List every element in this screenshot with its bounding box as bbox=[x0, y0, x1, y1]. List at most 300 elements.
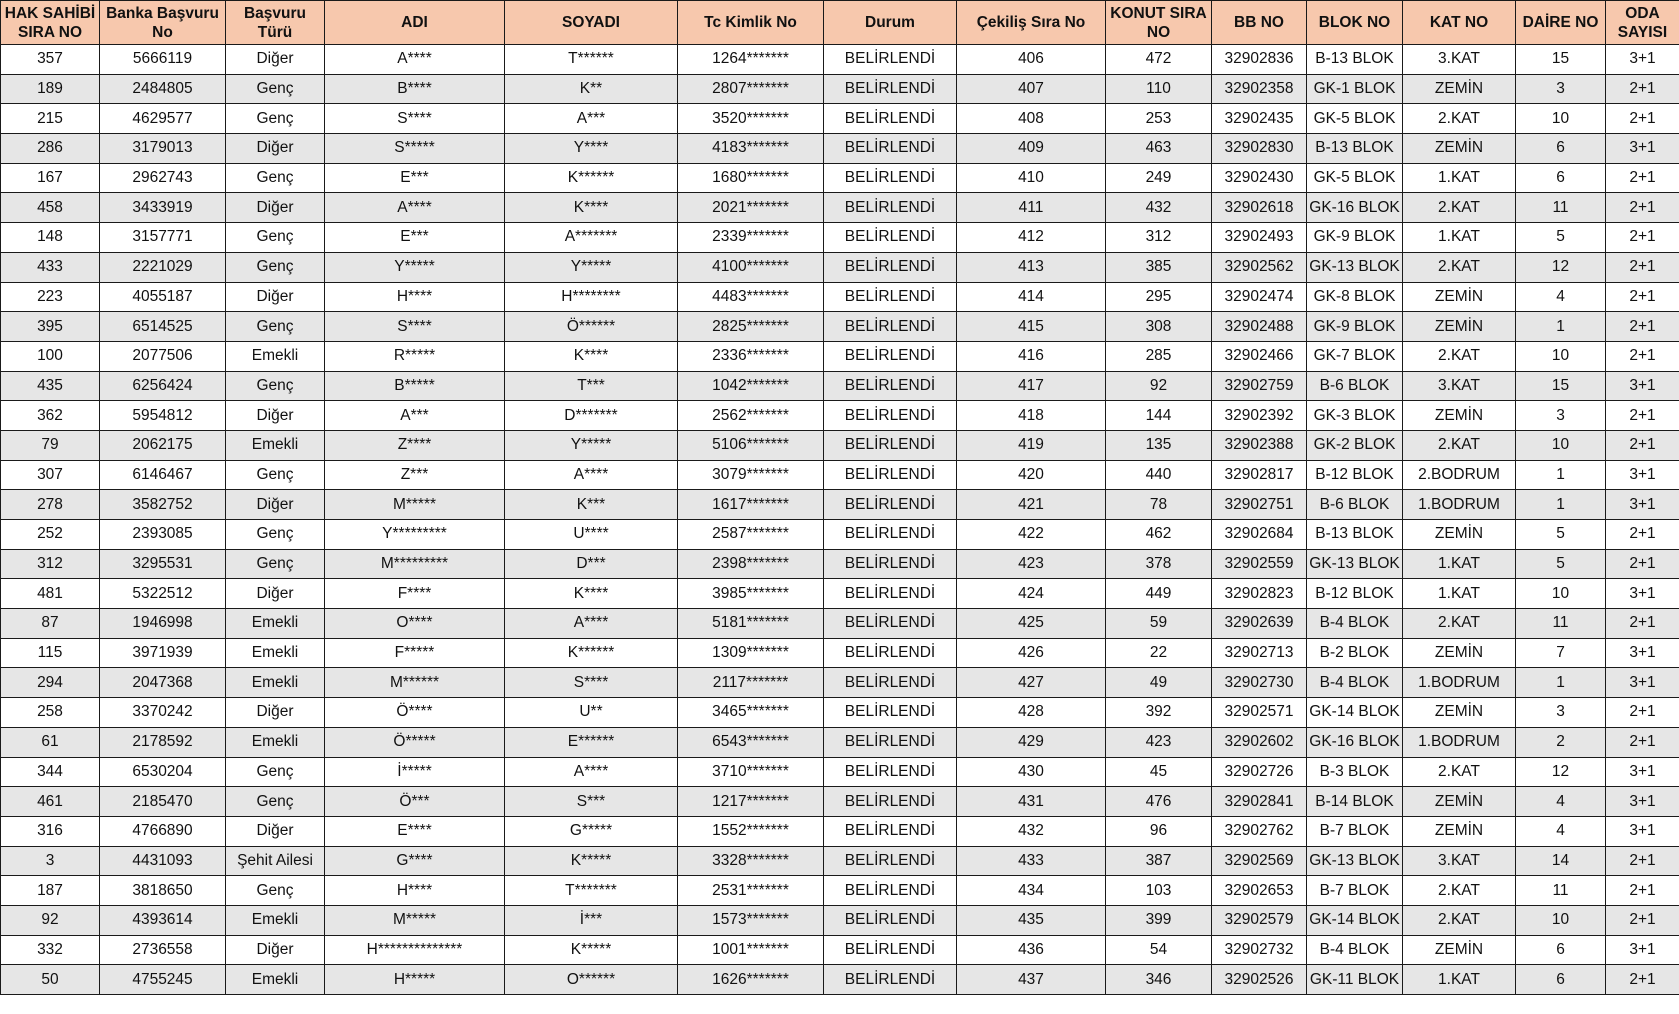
cell-banka-basvuru-no: 2393085 bbox=[100, 520, 226, 550]
cell-soyadi: A******* bbox=[505, 223, 678, 253]
cell-tc-kimlik-no: 2336******* bbox=[678, 341, 824, 371]
cell-adi: A**** bbox=[325, 45, 505, 75]
cell-durum: BELİRLENDİ bbox=[824, 579, 957, 609]
cell-konut-sira-no: 110 bbox=[1106, 74, 1212, 104]
cell-hak-sahibi-sira-no: 79 bbox=[1, 430, 100, 460]
column-header-oda-sayisi: ODA SAYISI bbox=[1606, 1, 1679, 45]
cell-blok-no: GK-13 BLOK bbox=[1307, 846, 1403, 876]
cell-oda-sayisi: 2+1 bbox=[1606, 312, 1679, 342]
cell-basvuru-turu: Genç bbox=[226, 876, 325, 906]
table-row bbox=[1, 668, 1679, 698]
cell-durum: BELİRLENDİ bbox=[824, 757, 957, 787]
cell-hak-sahibi-sira-no: 307 bbox=[1, 460, 100, 490]
cell-cekilis-sira-no: 416 bbox=[957, 341, 1106, 371]
cell-blok-no: B-13 BLOK bbox=[1307, 520, 1403, 550]
cell-adi: Z*** bbox=[325, 460, 505, 490]
table-row bbox=[1, 134, 1679, 164]
cell-banka-basvuru-no: 2077506 bbox=[100, 341, 226, 371]
column-header-blok-no: BLOK NO bbox=[1307, 1, 1403, 45]
cell-durum: BELİRLENDİ bbox=[824, 787, 957, 817]
cell-blok-no: B-6 BLOK bbox=[1307, 490, 1403, 520]
cell-durum: BELİRLENDİ bbox=[824, 460, 957, 490]
cell-daire-no: 4 bbox=[1516, 816, 1606, 846]
cell-kat-no: 3.KAT bbox=[1403, 846, 1516, 876]
cell-basvuru-turu: Diğer bbox=[226, 45, 325, 75]
table-row bbox=[1, 698, 1679, 728]
cell-soyadi: T****** bbox=[505, 45, 678, 75]
cell-bb-no: 32902388 bbox=[1212, 430, 1307, 460]
cell-bb-no: 32902618 bbox=[1212, 193, 1307, 223]
cell-blok-no: GK-2 BLOK bbox=[1307, 430, 1403, 460]
table-row bbox=[1, 816, 1679, 846]
cell-banka-basvuru-no: 4766890 bbox=[100, 816, 226, 846]
cell-cekilis-sira-no: 408 bbox=[957, 104, 1106, 134]
cell-konut-sira-no: 392 bbox=[1106, 698, 1212, 728]
table-row bbox=[1, 549, 1679, 579]
cell-tc-kimlik-no: 1617******* bbox=[678, 490, 824, 520]
cell-cekilis-sira-no: 420 bbox=[957, 460, 1106, 490]
cell-bb-no: 32902466 bbox=[1212, 341, 1307, 371]
cell-daire-no: 10 bbox=[1516, 104, 1606, 134]
cell-banka-basvuru-no: 3370242 bbox=[100, 698, 226, 728]
cell-daire-no: 3 bbox=[1516, 698, 1606, 728]
cell-hak-sahibi-sira-no: 252 bbox=[1, 520, 100, 550]
cell-hak-sahibi-sira-no: 357 bbox=[1, 45, 100, 75]
cell-daire-no: 6 bbox=[1516, 935, 1606, 965]
cell-hak-sahibi-sira-no: 115 bbox=[1, 638, 100, 668]
cell-cekilis-sira-no: 413 bbox=[957, 252, 1106, 282]
cell-cekilis-sira-no: 429 bbox=[957, 727, 1106, 757]
cell-durum: BELİRLENDİ bbox=[824, 74, 957, 104]
cell-daire-no: 5 bbox=[1516, 520, 1606, 550]
cell-hak-sahibi-sira-no: 189 bbox=[1, 74, 100, 104]
cell-adi: İ***** bbox=[325, 757, 505, 787]
cell-blok-no: B-4 BLOK bbox=[1307, 668, 1403, 698]
cell-soyadi: K**** bbox=[505, 193, 678, 223]
cell-adi: Ö*** bbox=[325, 787, 505, 817]
cell-oda-sayisi: 2+1 bbox=[1606, 846, 1679, 876]
cell-banka-basvuru-no: 4393614 bbox=[100, 905, 226, 935]
cell-cekilis-sira-no: 422 bbox=[957, 520, 1106, 550]
cell-konut-sira-no: 423 bbox=[1106, 727, 1212, 757]
cell-tc-kimlik-no: 3985******* bbox=[678, 579, 824, 609]
cell-bb-no: 32902493 bbox=[1212, 223, 1307, 253]
cell-hak-sahibi-sira-no: 294 bbox=[1, 668, 100, 698]
cell-konut-sira-no: 312 bbox=[1106, 223, 1212, 253]
cell-durum: BELİRLENDİ bbox=[824, 905, 957, 935]
cell-durum: BELİRLENDİ bbox=[824, 45, 957, 75]
cell-bb-no: 32902653 bbox=[1212, 876, 1307, 906]
cell-kat-no: 2.KAT bbox=[1403, 104, 1516, 134]
column-header-konut-sira-no: KONUT SIRA NO bbox=[1106, 1, 1212, 45]
cell-tc-kimlik-no: 2339******* bbox=[678, 223, 824, 253]
cell-konut-sira-no: 399 bbox=[1106, 905, 1212, 935]
cell-basvuru-turu: Genç bbox=[226, 252, 325, 282]
cell-daire-no: 3 bbox=[1516, 401, 1606, 431]
table-row bbox=[1, 193, 1679, 223]
cell-cekilis-sira-no: 417 bbox=[957, 371, 1106, 401]
cell-hak-sahibi-sira-no: 286 bbox=[1, 134, 100, 164]
column-header-soyadi: SOYADI bbox=[505, 1, 678, 45]
cell-tc-kimlik-no: 4483******* bbox=[678, 282, 824, 312]
cell-bb-no: 32902639 bbox=[1212, 609, 1307, 639]
cell-blok-no: GK-16 BLOK bbox=[1307, 193, 1403, 223]
cell-durum: BELİRLENDİ bbox=[824, 668, 957, 698]
cell-tc-kimlik-no: 1573******* bbox=[678, 905, 824, 935]
cell-oda-sayisi: 3+1 bbox=[1606, 460, 1679, 490]
cell-konut-sira-no: 387 bbox=[1106, 846, 1212, 876]
table-row bbox=[1, 252, 1679, 282]
cell-bb-no: 32902430 bbox=[1212, 163, 1307, 193]
cell-hak-sahibi-sira-no: 3 bbox=[1, 846, 100, 876]
cell-oda-sayisi: 2+1 bbox=[1606, 104, 1679, 134]
cell-durum: BELİRLENDİ bbox=[824, 134, 957, 164]
table-row bbox=[1, 935, 1679, 965]
cell-kat-no: 2.KAT bbox=[1403, 876, 1516, 906]
cell-banka-basvuru-no: 5322512 bbox=[100, 579, 226, 609]
cell-oda-sayisi: 3+1 bbox=[1606, 45, 1679, 75]
cell-blok-no: B-7 BLOK bbox=[1307, 816, 1403, 846]
cell-kat-no: 1.BODRUM bbox=[1403, 727, 1516, 757]
cell-cekilis-sira-no: 433 bbox=[957, 846, 1106, 876]
cell-basvuru-turu: Diğer bbox=[226, 401, 325, 431]
cell-blok-no: GK-5 BLOK bbox=[1307, 104, 1403, 134]
cell-blok-no: GK-13 BLOK bbox=[1307, 252, 1403, 282]
cell-durum: BELİRLENDİ bbox=[824, 371, 957, 401]
cell-tc-kimlik-no: 1552******* bbox=[678, 816, 824, 846]
cell-bb-no: 32902559 bbox=[1212, 549, 1307, 579]
cell-basvuru-turu: Emekli bbox=[226, 430, 325, 460]
cell-oda-sayisi: 2+1 bbox=[1606, 520, 1679, 550]
cell-daire-no: 6 bbox=[1516, 134, 1606, 164]
cell-adi: E*** bbox=[325, 163, 505, 193]
cell-daire-no: 10 bbox=[1516, 341, 1606, 371]
cell-durum: BELİRLENDİ bbox=[824, 223, 957, 253]
cell-banka-basvuru-no: 6256424 bbox=[100, 371, 226, 401]
cell-daire-no: 6 bbox=[1516, 965, 1606, 995]
cell-kat-no: 2.KAT bbox=[1403, 757, 1516, 787]
cell-banka-basvuru-no: 3433919 bbox=[100, 193, 226, 223]
column-header-basvuru-turu: Başvuru Türü bbox=[226, 1, 325, 45]
cell-daire-no: 4 bbox=[1516, 282, 1606, 312]
column-header-daire-no: DAİRE NO bbox=[1516, 1, 1606, 45]
cell-adi: M****** bbox=[325, 668, 505, 698]
cell-bb-no: 32902569 bbox=[1212, 846, 1307, 876]
cell-basvuru-turu: Genç bbox=[226, 460, 325, 490]
cell-banka-basvuru-no: 5666119 bbox=[100, 45, 226, 75]
cell-bb-no: 32902526 bbox=[1212, 965, 1307, 995]
table-row bbox=[1, 401, 1679, 431]
cell-soyadi: U**** bbox=[505, 520, 678, 550]
table-header bbox=[1, 1, 1679, 45]
cell-banka-basvuru-no: 3971939 bbox=[100, 638, 226, 668]
cell-tc-kimlik-no: 1309******* bbox=[678, 638, 824, 668]
cell-adi: A**** bbox=[325, 193, 505, 223]
cell-daire-no: 5 bbox=[1516, 549, 1606, 579]
cell-konut-sira-no: 463 bbox=[1106, 134, 1212, 164]
cell-hak-sahibi-sira-no: 61 bbox=[1, 727, 100, 757]
table-row bbox=[1, 965, 1679, 995]
cell-bb-no: 32902602 bbox=[1212, 727, 1307, 757]
column-header-adi: ADI bbox=[325, 1, 505, 45]
cell-kat-no: 2.KAT bbox=[1403, 341, 1516, 371]
cell-adi: H**** bbox=[325, 282, 505, 312]
cell-bb-no: 32902684 bbox=[1212, 520, 1307, 550]
cell-soyadi: K***** bbox=[505, 935, 678, 965]
cell-adi: R***** bbox=[325, 341, 505, 371]
cell-blok-no: B-13 BLOK bbox=[1307, 134, 1403, 164]
cell-basvuru-turu: Emekli bbox=[226, 905, 325, 935]
cell-tc-kimlik-no: 3328******* bbox=[678, 846, 824, 876]
table-row bbox=[1, 104, 1679, 134]
cell-oda-sayisi: 2+1 bbox=[1606, 223, 1679, 253]
cell-tc-kimlik-no: 1626******* bbox=[678, 965, 824, 995]
cell-cekilis-sira-no: 437 bbox=[957, 965, 1106, 995]
cell-hak-sahibi-sira-no: 50 bbox=[1, 965, 100, 995]
cell-kat-no: ZEMİN bbox=[1403, 401, 1516, 431]
cell-konut-sira-no: 45 bbox=[1106, 757, 1212, 787]
cell-kat-no: 1.KAT bbox=[1403, 223, 1516, 253]
table-row bbox=[1, 490, 1679, 520]
cell-blok-no: B-13 BLOK bbox=[1307, 45, 1403, 75]
cell-basvuru-turu: Diğer bbox=[226, 579, 325, 609]
table-row bbox=[1, 757, 1679, 787]
cell-soyadi: A**** bbox=[505, 460, 678, 490]
cell-konut-sira-no: 472 bbox=[1106, 45, 1212, 75]
cell-cekilis-sira-no: 415 bbox=[957, 312, 1106, 342]
cell-adi: Z**** bbox=[325, 430, 505, 460]
cell-blok-no: B-2 BLOK bbox=[1307, 638, 1403, 668]
cell-banka-basvuru-no: 3295531 bbox=[100, 549, 226, 579]
cell-soyadi: Y**** bbox=[505, 134, 678, 164]
cell-soyadi: E****** bbox=[505, 727, 678, 757]
cell-cekilis-sira-no: 431 bbox=[957, 787, 1106, 817]
cell-kat-no: ZEMİN bbox=[1403, 520, 1516, 550]
cell-daire-no: 5 bbox=[1516, 223, 1606, 253]
cell-hak-sahibi-sira-no: 258 bbox=[1, 698, 100, 728]
cell-cekilis-sira-no: 430 bbox=[957, 757, 1106, 787]
cell-tc-kimlik-no: 4100******* bbox=[678, 252, 824, 282]
cell-oda-sayisi: 3+1 bbox=[1606, 816, 1679, 846]
cell-blok-no: GK-8 BLOK bbox=[1307, 282, 1403, 312]
cell-blok-no: GK-3 BLOK bbox=[1307, 401, 1403, 431]
cell-cekilis-sira-no: 410 bbox=[957, 163, 1106, 193]
cell-basvuru-turu: Emekli bbox=[226, 965, 325, 995]
cell-oda-sayisi: 3+1 bbox=[1606, 787, 1679, 817]
cell-adi: E*** bbox=[325, 223, 505, 253]
cell-oda-sayisi: 2+1 bbox=[1606, 401, 1679, 431]
cell-kat-no: ZEMİN bbox=[1403, 134, 1516, 164]
cell-kat-no: 1.BODRUM bbox=[1403, 490, 1516, 520]
cell-hak-sahibi-sira-no: 316 bbox=[1, 816, 100, 846]
cell-banka-basvuru-no: 4629577 bbox=[100, 104, 226, 134]
cell-kat-no: 2.KAT bbox=[1403, 905, 1516, 935]
cell-oda-sayisi: 2+1 bbox=[1606, 193, 1679, 223]
cell-daire-no: 11 bbox=[1516, 609, 1606, 639]
cell-adi: A*** bbox=[325, 401, 505, 431]
cell-basvuru-turu: Şehit Ailesi bbox=[226, 846, 325, 876]
cell-basvuru-turu: Genç bbox=[226, 371, 325, 401]
cell-durum: BELİRLENDİ bbox=[824, 727, 957, 757]
cell-konut-sira-no: 144 bbox=[1106, 401, 1212, 431]
cell-oda-sayisi: 2+1 bbox=[1606, 965, 1679, 995]
cell-soyadi: T*** bbox=[505, 371, 678, 401]
cell-adi: G**** bbox=[325, 846, 505, 876]
cell-konut-sira-no: 476 bbox=[1106, 787, 1212, 817]
cell-bb-no: 32902732 bbox=[1212, 935, 1307, 965]
table-row bbox=[1, 846, 1679, 876]
cell-hak-sahibi-sira-no: 100 bbox=[1, 341, 100, 371]
cell-bb-no: 32902726 bbox=[1212, 757, 1307, 787]
cell-banka-basvuru-no: 3818650 bbox=[100, 876, 226, 906]
cell-blok-no: GK-13 BLOK bbox=[1307, 549, 1403, 579]
cell-hak-sahibi-sira-no: 167 bbox=[1, 163, 100, 193]
cell-basvuru-turu: Genç bbox=[226, 312, 325, 342]
cell-soyadi: A**** bbox=[505, 609, 678, 639]
cell-adi: E**** bbox=[325, 816, 505, 846]
cell-soyadi: D*** bbox=[505, 549, 678, 579]
cell-banka-basvuru-no: 6146467 bbox=[100, 460, 226, 490]
column-header-durum: Durum bbox=[824, 1, 957, 45]
cell-blok-no: GK-9 BLOK bbox=[1307, 223, 1403, 253]
cell-tc-kimlik-no: 1264******* bbox=[678, 45, 824, 75]
cell-banka-basvuru-no: 4755245 bbox=[100, 965, 226, 995]
cell-hak-sahibi-sira-no: 395 bbox=[1, 312, 100, 342]
cell-hak-sahibi-sira-no: 312 bbox=[1, 549, 100, 579]
cell-durum: BELİRLENDİ bbox=[824, 252, 957, 282]
cell-konut-sira-no: 54 bbox=[1106, 935, 1212, 965]
table-row bbox=[1, 520, 1679, 550]
cell-daire-no: 2 bbox=[1516, 727, 1606, 757]
cell-banka-basvuru-no: 4055187 bbox=[100, 282, 226, 312]
cell-durum: BELİRLENDİ bbox=[824, 341, 957, 371]
cell-oda-sayisi: 3+1 bbox=[1606, 371, 1679, 401]
cell-tc-kimlik-no: 2825******* bbox=[678, 312, 824, 342]
cell-blok-no: B-3 BLOK bbox=[1307, 757, 1403, 787]
cell-adi: H************** bbox=[325, 935, 505, 965]
cell-soyadi: S*** bbox=[505, 787, 678, 817]
cell-cekilis-sira-no: 432 bbox=[957, 816, 1106, 846]
cell-banka-basvuru-no: 6514525 bbox=[100, 312, 226, 342]
cell-basvuru-turu: Genç bbox=[226, 74, 325, 104]
cell-durum: BELİRLENDİ bbox=[824, 638, 957, 668]
cell-blok-no: B-12 BLOK bbox=[1307, 460, 1403, 490]
cell-adi: M***** bbox=[325, 905, 505, 935]
column-header-tc-kimlik-no: Tc Kimlik No bbox=[678, 1, 824, 45]
cell-cekilis-sira-no: 426 bbox=[957, 638, 1106, 668]
cell-soyadi: K**** bbox=[505, 341, 678, 371]
cell-soyadi: A**** bbox=[505, 757, 678, 787]
cell-kat-no: 2.KAT bbox=[1403, 252, 1516, 282]
cell-durum: BELİRLENDİ bbox=[824, 816, 957, 846]
cell-banka-basvuru-no: 2962743 bbox=[100, 163, 226, 193]
cell-daire-no: 1 bbox=[1516, 312, 1606, 342]
column-header-banka-basvuru-no: Banka Başvuru No bbox=[100, 1, 226, 45]
cell-daire-no: 1 bbox=[1516, 490, 1606, 520]
table-row bbox=[1, 787, 1679, 817]
cell-basvuru-turu: Diğer bbox=[226, 134, 325, 164]
cell-adi: Ö***** bbox=[325, 727, 505, 757]
cell-tc-kimlik-no: 1217******* bbox=[678, 787, 824, 817]
cell-oda-sayisi: 3+1 bbox=[1606, 579, 1679, 609]
cell-oda-sayisi: 2+1 bbox=[1606, 252, 1679, 282]
cell-hak-sahibi-sira-no: 481 bbox=[1, 579, 100, 609]
cell-soyadi: K****** bbox=[505, 163, 678, 193]
cell-banka-basvuru-no: 2047368 bbox=[100, 668, 226, 698]
cell-kat-no: 2.KAT bbox=[1403, 193, 1516, 223]
cell-hak-sahibi-sira-no: 362 bbox=[1, 401, 100, 431]
cell-konut-sira-no: 462 bbox=[1106, 520, 1212, 550]
cell-durum: BELİRLENDİ bbox=[824, 549, 957, 579]
cell-adi: M********* bbox=[325, 549, 505, 579]
cell-soyadi: O****** bbox=[505, 965, 678, 995]
cell-soyadi: G***** bbox=[505, 816, 678, 846]
cell-bb-no: 32902841 bbox=[1212, 787, 1307, 817]
cell-bb-no: 32902759 bbox=[1212, 371, 1307, 401]
cell-basvuru-turu: Genç bbox=[226, 104, 325, 134]
table-row bbox=[1, 579, 1679, 609]
cell-basvuru-turu: Diğer bbox=[226, 816, 325, 846]
cell-tc-kimlik-no: 2807******* bbox=[678, 74, 824, 104]
cell-adi: Y***** bbox=[325, 252, 505, 282]
cell-soyadi: K**** bbox=[505, 579, 678, 609]
cell-adi: S**** bbox=[325, 104, 505, 134]
cell-bb-no: 32902358 bbox=[1212, 74, 1307, 104]
cell-soyadi: A*** bbox=[505, 104, 678, 134]
cell-adi: F**** bbox=[325, 579, 505, 609]
cell-cekilis-sira-no: 421 bbox=[957, 490, 1106, 520]
cell-tc-kimlik-no: 2117******* bbox=[678, 668, 824, 698]
cell-kat-no: ZEMİN bbox=[1403, 74, 1516, 104]
cell-blok-no: GK-14 BLOK bbox=[1307, 698, 1403, 728]
cell-cekilis-sira-no: 435 bbox=[957, 905, 1106, 935]
cell-konut-sira-no: 78 bbox=[1106, 490, 1212, 520]
cell-konut-sira-no: 249 bbox=[1106, 163, 1212, 193]
cell-tc-kimlik-no: 2587******* bbox=[678, 520, 824, 550]
cell-kat-no: ZEMİN bbox=[1403, 787, 1516, 817]
cell-konut-sira-no: 96 bbox=[1106, 816, 1212, 846]
cell-cekilis-sira-no: 424 bbox=[957, 579, 1106, 609]
cell-hak-sahibi-sira-no: 187 bbox=[1, 876, 100, 906]
cell-hak-sahibi-sira-no: 223 bbox=[1, 282, 100, 312]
cell-basvuru-turu: Diğer bbox=[226, 698, 325, 728]
cell-oda-sayisi: 2+1 bbox=[1606, 163, 1679, 193]
cell-banka-basvuru-no: 2185470 bbox=[100, 787, 226, 817]
table-row bbox=[1, 460, 1679, 490]
cell-bb-no: 32902762 bbox=[1212, 816, 1307, 846]
cell-hak-sahibi-sira-no: 87 bbox=[1, 609, 100, 639]
cell-hak-sahibi-sira-no: 344 bbox=[1, 757, 100, 787]
cell-daire-no: 12 bbox=[1516, 252, 1606, 282]
cell-cekilis-sira-no: 427 bbox=[957, 668, 1106, 698]
cell-basvuru-turu: Diğer bbox=[226, 490, 325, 520]
cell-kat-no: ZEMİN bbox=[1403, 816, 1516, 846]
cell-cekilis-sira-no: 414 bbox=[957, 282, 1106, 312]
cell-daire-no: 1 bbox=[1516, 460, 1606, 490]
cell-durum: BELİRLENDİ bbox=[824, 193, 957, 223]
cell-cekilis-sira-no: 423 bbox=[957, 549, 1106, 579]
table-row bbox=[1, 341, 1679, 371]
cell-blok-no: B-4 BLOK bbox=[1307, 609, 1403, 639]
cell-kat-no: 3.KAT bbox=[1403, 45, 1516, 75]
cell-bb-no: 32902713 bbox=[1212, 638, 1307, 668]
cell-daire-no: 6 bbox=[1516, 163, 1606, 193]
cell-kat-no: 2.BODRUM bbox=[1403, 460, 1516, 490]
cell-soyadi: İ*** bbox=[505, 905, 678, 935]
cell-kat-no: 2.KAT bbox=[1403, 430, 1516, 460]
cell-durum: BELİRLENDİ bbox=[824, 312, 957, 342]
cell-tc-kimlik-no: 2398******* bbox=[678, 549, 824, 579]
